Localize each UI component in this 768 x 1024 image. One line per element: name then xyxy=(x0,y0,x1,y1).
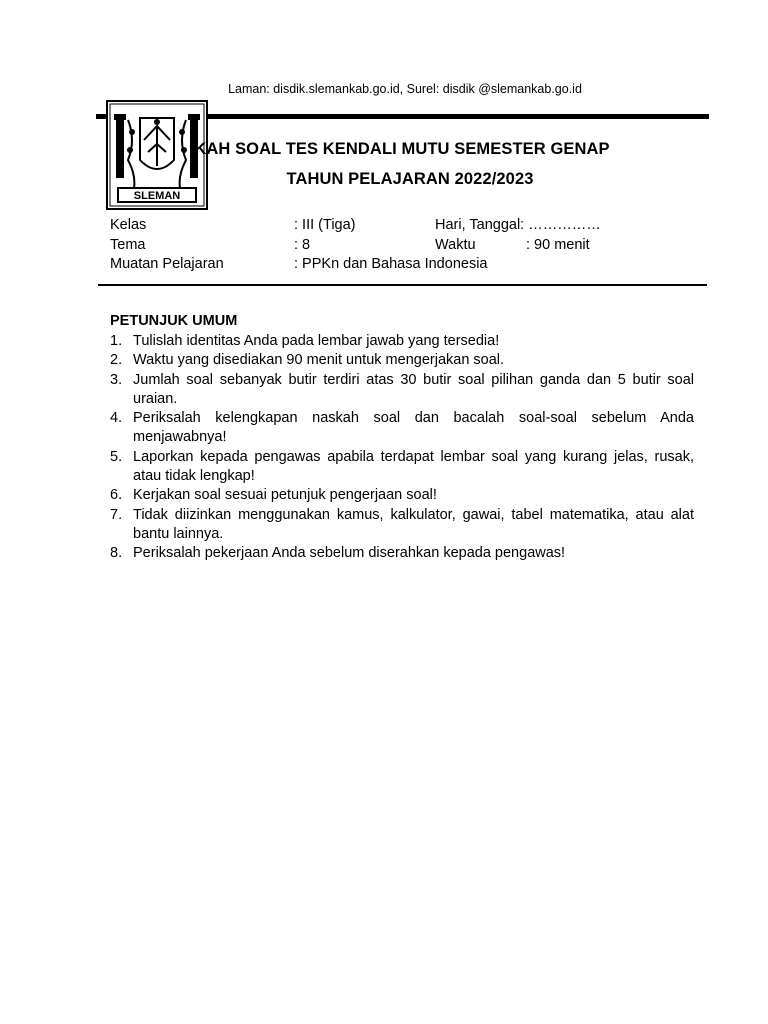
kelas-row xyxy=(110,217,710,237)
list-item: 8. Periksalah pekerjaan Anda sebelum diserahkan kepada pengawas! xyxy=(110,545,566,562)
instructions-heading: PETUNJUK UMUM xyxy=(110,313,238,329)
muatan-value: : PPKn dan Bahasa Indonesia xyxy=(294,256,488,272)
instructions-list xyxy=(110,332,694,564)
tema-row xyxy=(110,237,710,257)
list-item: 5. Laporkan kepada pengawas apabila terdapat lembar soal yang kurang jelas, rusak, atau tidak lengkap! xyxy=(110,448,694,485)
document-title-line1: KAH SOAL TES KENDALI MUTU SEMESTER GENAP xyxy=(194,140,610,158)
tema-value: : 8 xyxy=(294,236,311,253)
section-divider xyxy=(98,284,707,286)
kelas-label: Kelas xyxy=(110,217,147,233)
list-item: 4. Periksalah kelengkapan naskah soal dan bacalah soal-soal sebelum Anda menjawabnya! xyxy=(110,410,694,446)
svg-text:SLEMAN: SLEMAN xyxy=(133,190,181,202)
list-item: 7. Tidak diizinkan menggunakan kamus, kalkulator, gawai, tabel matematika, atau alat bantu lainnya. xyxy=(110,506,694,542)
list-item: 6. Kerjakan soal sesuai petunjuk pengerjaan soal! xyxy=(110,487,437,504)
list-item: 2. Waktu yang disediakan 90 menit untuk mengerjakan soal. xyxy=(110,352,505,369)
document-title-line2: TAHUN PELAJARAN 2022/2023 xyxy=(286,170,534,188)
kelas-value: : III (Tiga) xyxy=(294,217,356,233)
muatan-label: Muatan Pelajaran xyxy=(110,256,224,272)
list-item: 3. Jumlah soal sebanyak butir terdiri atas 30 butir soal pilihan ganda dan 5 butir soal uraian. xyxy=(110,371,694,407)
hari-tanggal-label: Hari, Tanggal: …………… xyxy=(435,217,601,233)
tema-label: Tema xyxy=(110,236,146,253)
muatan-row xyxy=(110,256,710,276)
list-item: 1. Tulislah identitas Anda pada lembar jawab yang tersedia! xyxy=(110,333,500,349)
website-email-line: Laman: disdik.slemankab.go.id, Surel: disdik @slemankab.go.id xyxy=(228,82,582,96)
exam-info xyxy=(110,217,710,276)
waktu-value: : 90 menit xyxy=(526,236,590,253)
waktu-label: Waktu xyxy=(435,236,476,253)
